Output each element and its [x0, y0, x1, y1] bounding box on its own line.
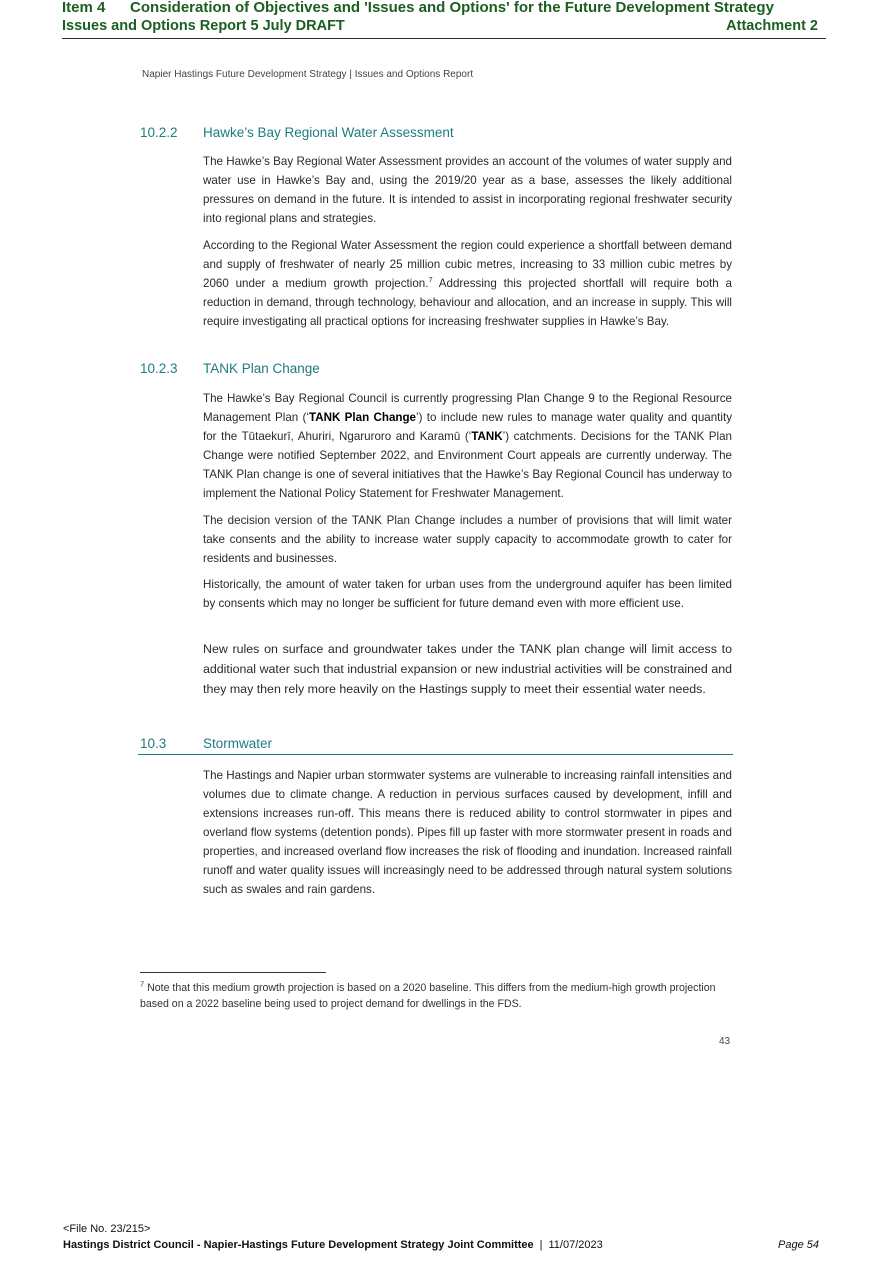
paragraph-text: According to the Regional Water Assessment the region could experience a shortfall between demand and supply of freshwater of nearly 25 million cubic metres, increasing to 33 million cubic metres by 2060 under a medium growth projection.: [203, 239, 732, 290]
section-number: 10.2.3: [140, 361, 178, 376]
paragraph-text: ’) catchments. Decisions for the TANK Plan Change were notified September 2022, and Environment Court appeals are currently underway. The TANK Plan change is one of several initiatives that the Hawke’s Bay Regional Council has underway to implement the National Policy Statement for Freshwater Management.: [203, 430, 732, 500]
meeting-date: 11/07/2023: [548, 1239, 603, 1251]
report-page-number: 43: [719, 1036, 731, 1047]
paragraph: [203, 236, 732, 331]
agenda-header: [62, 0, 826, 39]
paragraph: New rules on surface and groundwater takes under the TANK plan change will limit access to additional water such that industrial expansion or new industrial activities will be constrained and they may then rely more heavily on the Hastings supply to meet their essential water needs.: [203, 642, 732, 696]
section-heading-10-2-2: [140, 125, 454, 140]
agenda-page-number: Page 54: [778, 1239, 819, 1251]
item-label: Item 4: [62, 0, 106, 16]
defined-term: TANK Plan Change: [309, 411, 417, 424]
section-title: TANK Plan Change: [203, 361, 320, 376]
section-title: Stormwater: [203, 736, 273, 751]
paragraph-text: Addressing this projected shortfall will require both a reduction in demand, through technology, behaviour and allocation, and an increase in supply. This will require investigating all practical options for increasing freshwater supplies in Hawke’s Bay.: [203, 277, 732, 328]
attachment-label: Attachment 2: [726, 18, 818, 34]
section-heading-10-3: [138, 736, 733, 755]
footnote-text: Note that this medium growth projection is based on a 2020 baseline. This differs from the medium-high growth projection based on a 2022 baseline being used to project demand for dwellings in the FDS.: [140, 982, 716, 1010]
footnote-marker: 7: [140, 979, 145, 989]
section-title: Hawke’s Bay Regional Water Assessment: [203, 125, 454, 140]
paragraph: Historically, the amount of water taken for urban uses from the underground aquifer has been limited by consents which may no longer be sufficient for future demand even with more efficient use.: [203, 578, 732, 610]
footer-separator: |: [539, 1239, 543, 1251]
item-title: Consideration of Objectives and 'Issues and Options' for the Future Development Strategy: [130, 0, 774, 16]
footnote-separator: [140, 972, 326, 973]
section-heading-10-2-3: [140, 361, 320, 376]
agenda-footer: [63, 1239, 819, 1251]
file-number: <File No. 23/215>: [63, 1223, 151, 1235]
section-number: 10.3: [140, 736, 167, 751]
report-subtitle: Issues and Options Report 5 July DRAFT: [62, 18, 345, 34]
paragraph: The Hastings and Napier urban stormwater systems are vulnerable to increasing rainfall intensities and volumes due to climate change. A reduction in pervious surfaces caused by development, infill and extensions increases run-off. This means there is reduced ability to control stormwater in pipes and overland flow systems (detention ponds). Pipes fill up faster with more stormwater present in roads and properties, and increased overland flow increases the risk of flooding and inundation. Increased rainfall runoff and water quality issues will increasingly need to be addressed through natural system solutions such as swales and rain gardens.: [203, 769, 732, 896]
section-number: 10.2.2: [140, 125, 178, 140]
paragraph: The decision version of the TANK Plan Change includes a number of provisions that will limit water take consents and the ability to increase water supply capacity to accommodate growth to cater for residents and businesses.: [203, 514, 732, 565]
paragraph: The Hawke’s Bay Regional Water Assessment provides an account of the volumes of water supply and water use in Hawke’s Bay and, using the 2019/20 year as a base, assesses the likely additional pressures on demand in the future. It is intended to assist in incorporating regional freshwater security into regional plans and strategies.: [203, 155, 732, 225]
running-head: Napier Hastings Future Development Strategy | Issues and Options Report: [142, 69, 474, 80]
defined-term: TANK: [471, 430, 503, 443]
item-title-line: [62, 0, 774, 16]
paragraph: [203, 389, 732, 503]
footnote: [140, 980, 736, 1012]
paragraph-text: The Hawke’s Bay Regional Council is currently progressing Plan Change 9 to the Regional Resource Management Plan (‘: [203, 392, 732, 424]
paragraph-text: ’) to include new rules to manage water quality and quantity for the Tūtaekurī, Ahuriri, Ngaruroro and Karamū (‘: [203, 411, 732, 443]
committee-name: Hastings District Council - Napier-Hastings Future Development Strategy Joint Committee: [63, 1239, 534, 1251]
footnote-ref[interactable]: 7: [428, 275, 433, 285]
